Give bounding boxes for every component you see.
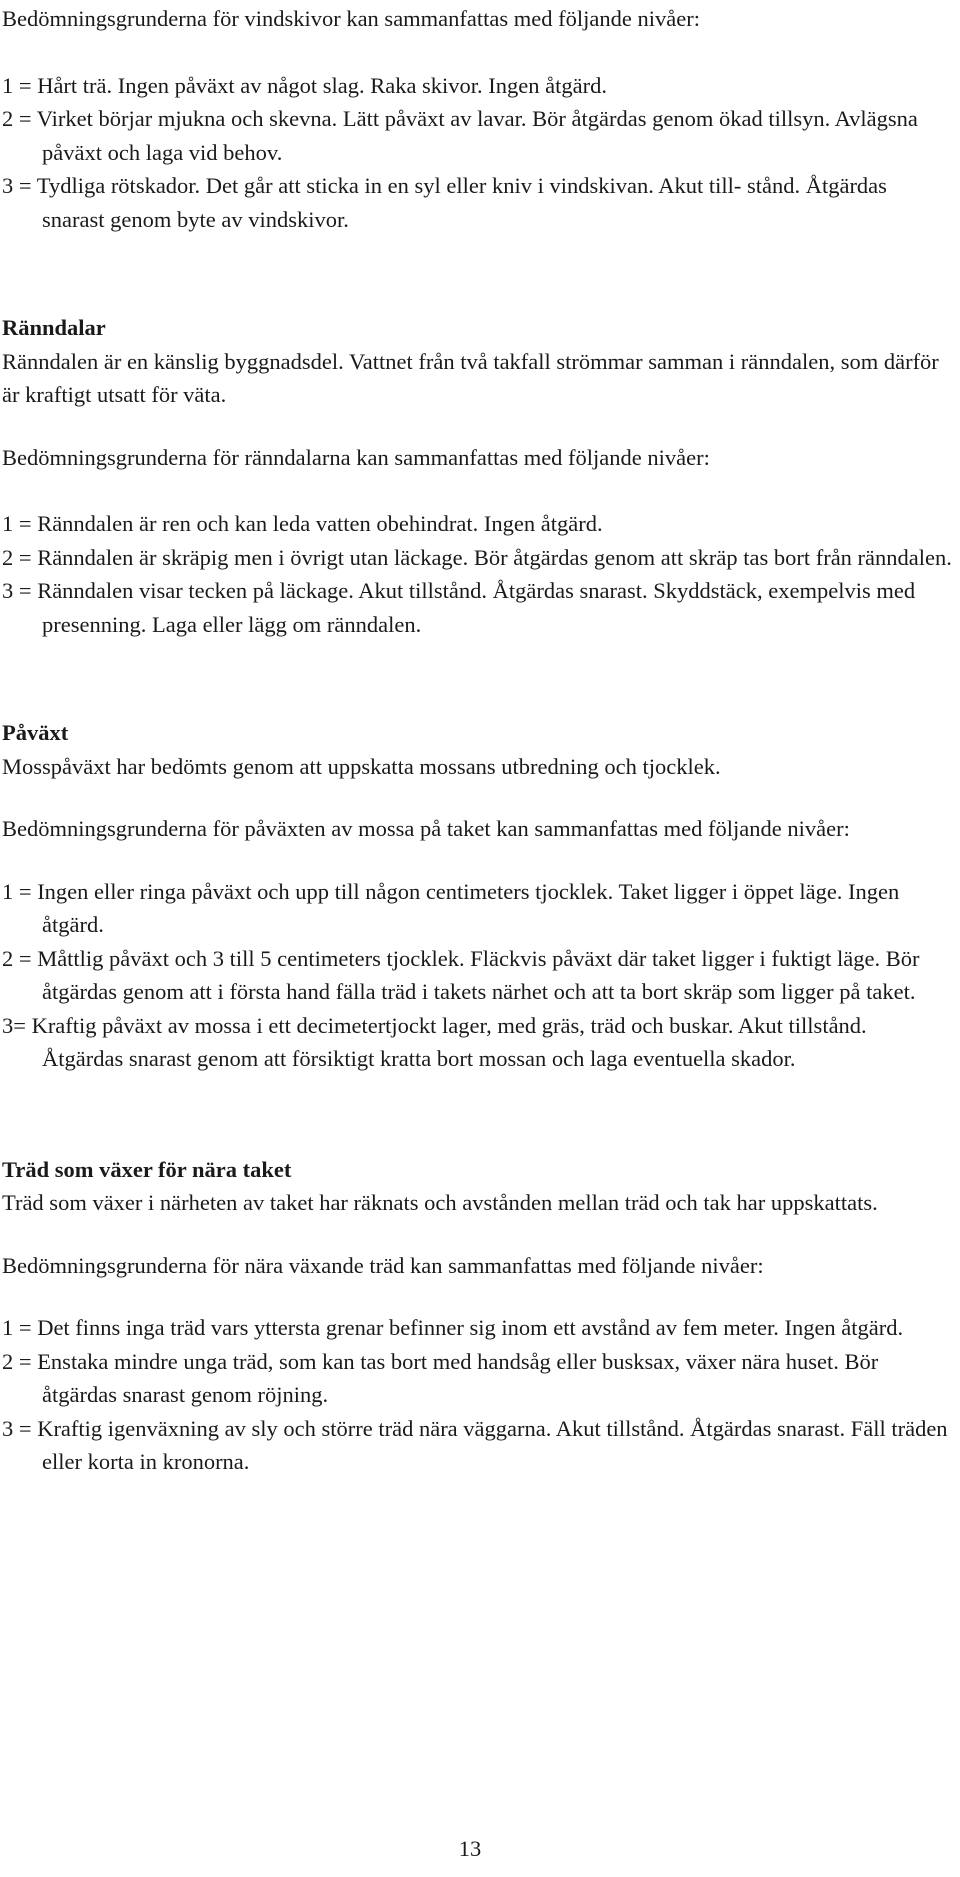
section-ranndalar-criteria-intro: Bedömningsgrunderna för ränndalarna kan sammanfattas med följande nivåer: — [2, 444, 710, 470]
section-trad-levels — [2, 1311, 952, 1479]
section-trad-criteria-intro: Bedömningsgrunderna för nära växande träd kan sammanfattas med följande nivåer: — [2, 1252, 764, 1278]
document-page — [2, 0, 952, 1479]
level-item: 1 = Det finns inga träd vars yttersta grenar befinner sig inom ett avstånd av fem meter. Ingen åtgärd. — [2, 1315, 904, 1340]
level-item: 3= Kraftig påväxt av mossa i ett decimetertjockt lager, med gräs, träd och buskar. Akut tillstånd. Åtgärdas snarast genom att försiktigt kratta bort mossan och laga eventuella skador. — [2, 1012, 867, 1071]
level-item: 1 = Hårt trä. Ingen påväxt av något slag. Raka skivor. Ingen åtgärd. — [2, 72, 608, 98]
section-vindskivor-levels — [2, 69, 952, 237]
section-pavaxt-intro: Mosspåväxt har bedömts genom att uppskatta mossans utbredning och tjocklek. — [2, 753, 721, 779]
level-item: 1 = Ingen eller ringa påväxt och upp till någon centimeters tjocklek. Taket ligger i öppet läge. Ingen åtgärd. — [2, 878, 900, 937]
page-number: 13 — [458, 1836, 482, 1861]
level-item: 2 = Måttlig påväxt och 3 till 5 centimeters tjocklek. Fläckvis påväxt där taket ligger i fuktigt läge. Bör åtgärdas genom att i första hand fälla träd i takets närhet och att ta bort skräp som ligger på taket. — [2, 945, 920, 1004]
section-ranndalar-levels — [2, 507, 952, 641]
section-ranndalar-intro: Ränndalen är en känslig byggnadsdel. Vattnet från två takfall strömmar samman i ränndalen, som därför är kraftigt utsatt för väta. — [2, 348, 939, 407]
section-heading-ranndalar: Ränndalar — [2, 315, 106, 340]
section-vindskivor-criteria-intro: Bedömningsgrunderna för vindskivor kan sammanfattas med följande nivåer: — [2, 6, 700, 31]
level-item: 2 = Ränndalen är skräpig men i övrigt utan läckage. Bör åtgärdas genom att skräp tas bort från ränndalen. — [2, 544, 952, 570]
level-item: 3 = Kraftig igenväxning av sly och större träd nära väggarna. Akut tillstånd. Åtgärdas snarast. Fäll träden eller korta in kronorna. — [2, 1415, 948, 1474]
section-heading-trad: Träd som växer för nära taket — [2, 1156, 292, 1182]
section-pavaxt-criteria-intro: Bedömningsgrunderna för påväxten av mossa på taket kan sammanfattas med följande nivåer: — [2, 816, 850, 841]
level-item: 3 = Ränndalen visar tecken på läckage. Akut tillstånd. Åtgärdas snarast. Skyddstäck, exempelvis med presenning. Laga eller lägg om ränndalen. — [2, 578, 916, 637]
section-pavaxt-levels — [2, 875, 952, 1076]
level-item: 3 = Tydliga rötskador. Det går att sticka in en syl eller kniv i vindskivan. Akut till- stånd. Åtgärdas snarast genom byte av vindskivor. — [2, 173, 887, 232]
level-item: 2 = Enstaka mindre unga träd, som kan tas bort med handsåg eller busksax, växer nära huset. Bör åtgärdas snarast genom röjning. — [2, 1348, 879, 1407]
section-trad-intro: Träd som växer i närheten av taket har räknats och avstånden mellan träd och tak har uppskattats. — [2, 1190, 878, 1215]
level-item: 1 = Ränndalen är ren och kan leda vatten obehindrat. Ingen åtgärd. — [2, 511, 603, 536]
section-heading-pavaxt: Påväxt — [2, 720, 69, 745]
level-item: 2 = Virket börjar mjukna och skevna. Lätt påväxt av lavar. Bör åtgärdas genom ökad tillsyn. Avlägsna påväxt och laga vid behov. — [2, 106, 918, 165]
